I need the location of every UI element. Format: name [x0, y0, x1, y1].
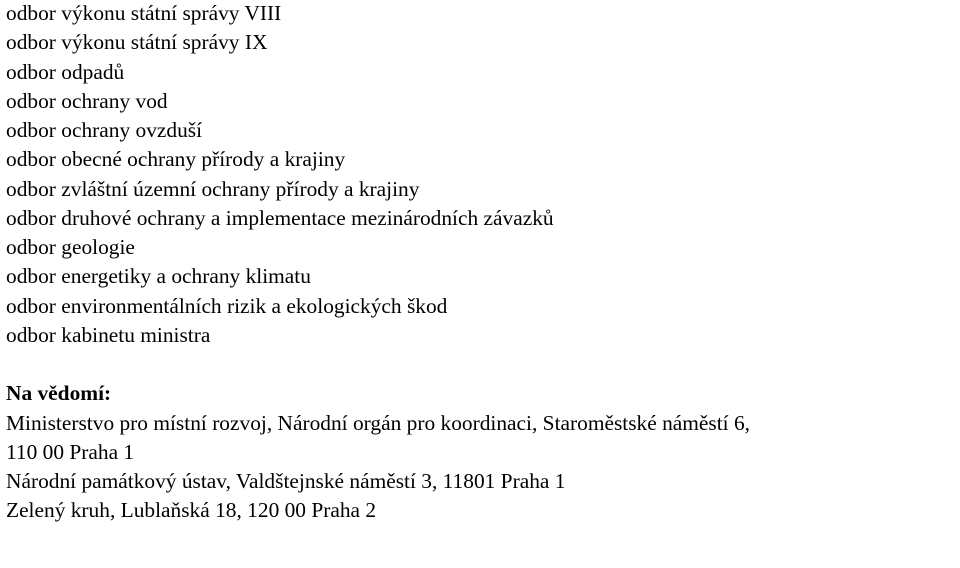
- cc-line: Zelený kruh, Lublaňská 18, 120 00 Praha 2: [6, 498, 377, 523]
- department-item: odbor energetiky a ochrany klimatu: [6, 264, 311, 289]
- cc-line: Národní památkový ústav, Valdštejnské náměstí 3, 11801 Praha 1: [6, 469, 566, 493]
- department-item: odbor zvláštní územní ochrany přírody a krajiny: [6, 176, 420, 201]
- department-item: odbor odpadů: [6, 59, 125, 84]
- cc-line: Ministerstvo pro místní rozvoj, Národní orgán pro koordinaci, Staroměstské náměstí 6,: [6, 410, 751, 435]
- department-item: odbor kabinetu ministra: [6, 322, 211, 347]
- department-item: odbor výkonu státní správy VIII: [6, 1, 282, 25]
- department-list: [6, 0, 960, 350]
- cc-line: 110 00 Praha 1: [6, 439, 135, 464]
- department-item: odbor geologie: [6, 235, 135, 259]
- cc-heading: Na vědomí:: [6, 381, 112, 406]
- department-item: odbor environmentálních rizik a ekologických škod: [6, 293, 448, 318]
- department-item: odbor obecné ochrany přírody a krajiny: [6, 147, 346, 172]
- department-item: odbor druhové ochrany a implementace mezinárodních závazků: [6, 205, 554, 230]
- cc-section: [6, 379, 960, 525]
- department-item: odbor ochrany ovzduší: [6, 118, 203, 142]
- department-item: odbor ochrany vod: [6, 88, 168, 113]
- section-spacer: [6, 350, 960, 379]
- document-page: [6, 0, 960, 526]
- department-item: odbor výkonu státní správy IX: [6, 30, 268, 55]
